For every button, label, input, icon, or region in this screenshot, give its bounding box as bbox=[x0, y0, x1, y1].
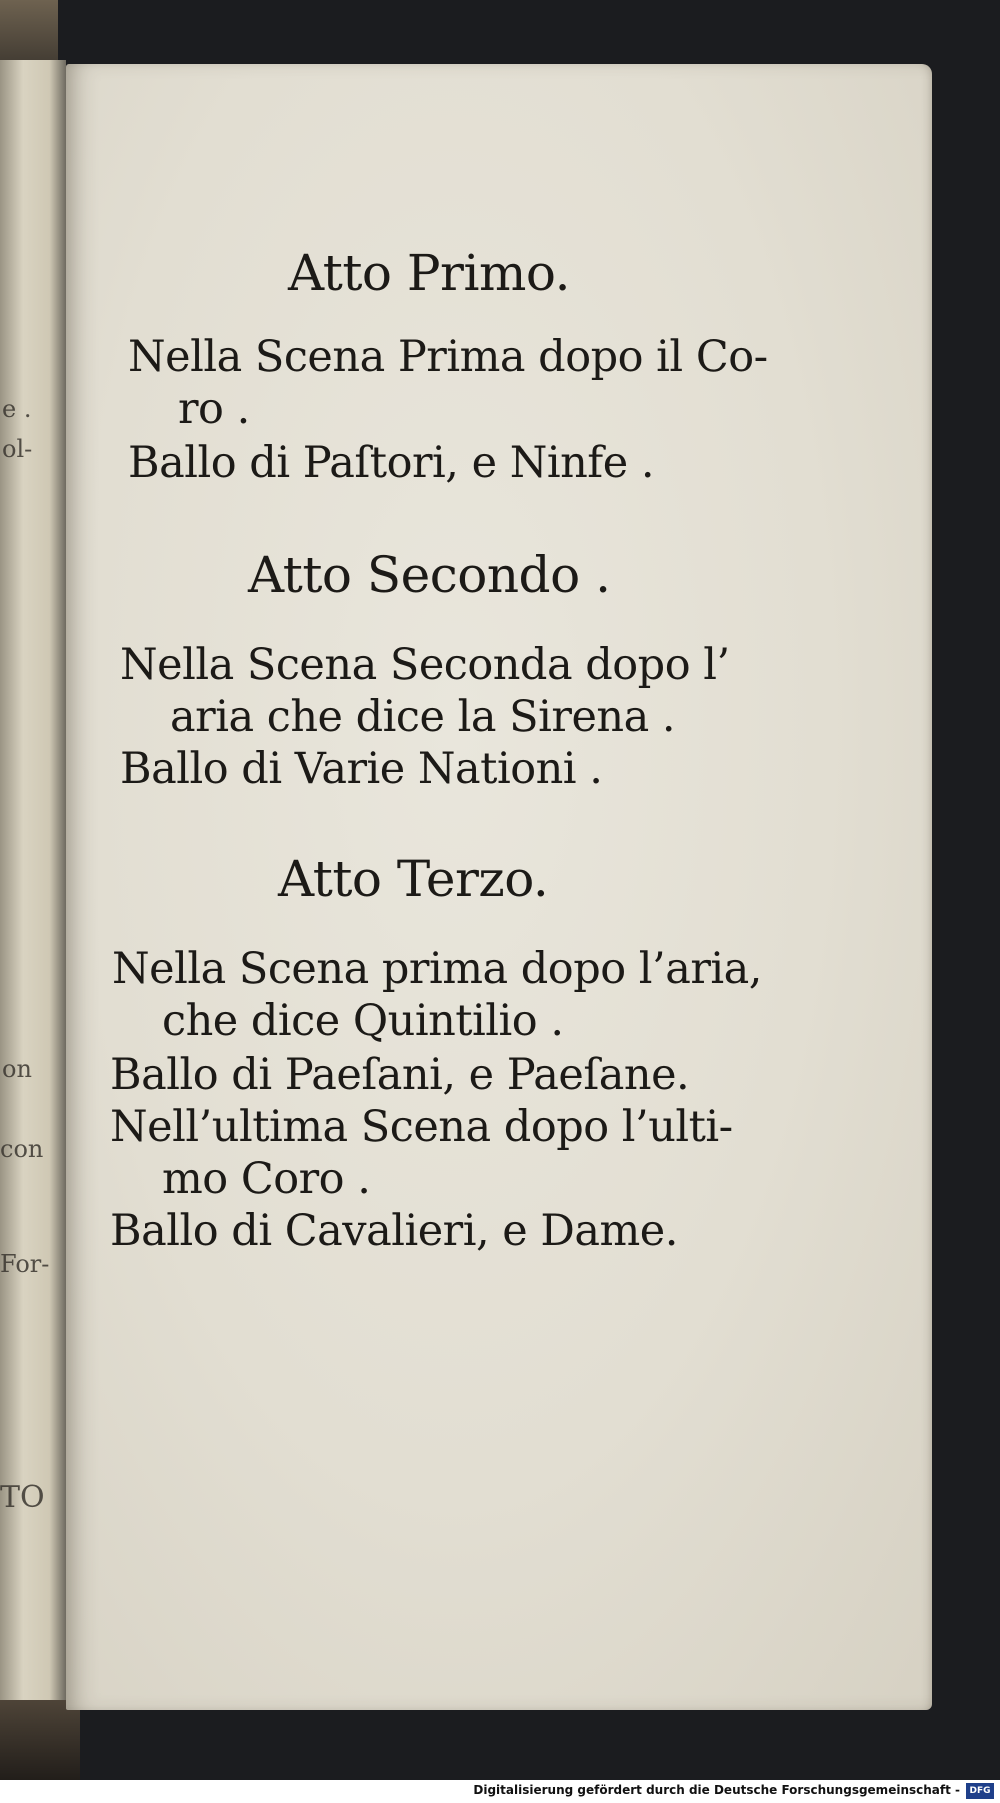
previous-page-fragment: con bbox=[0, 1135, 44, 1163]
text-line: Ballo di Varie Nationi . bbox=[120, 744, 603, 794]
book-page bbox=[66, 64, 932, 1710]
previous-page-edge bbox=[0, 60, 66, 1710]
act-heading: Atto Secondo . bbox=[248, 546, 611, 604]
act-heading: Atto Primo. bbox=[288, 244, 570, 302]
text-line: ro . bbox=[178, 384, 250, 434]
previous-page-fragment: e . bbox=[2, 395, 32, 423]
text-line: Ballo di Cavalieri, e Dame. bbox=[110, 1206, 678, 1256]
text-line: Nell’ultima Scena dopo l’ulti- bbox=[110, 1102, 733, 1152]
dfg-logo-icon: DFG bbox=[966, 1783, 994, 1799]
text-line: Nella Scena Seconda dopo l’ bbox=[120, 640, 730, 690]
digitization-footer bbox=[0, 1780, 1000, 1803]
text-line: mo Coro . bbox=[162, 1154, 371, 1204]
previous-page-fragment: For- bbox=[0, 1250, 50, 1278]
previous-page-fragment: ol- bbox=[2, 435, 33, 463]
digitization-credit: Digitalisierung gefördert durch die Deutsche Forschungsgemeinschaft - bbox=[473, 1783, 960, 1797]
previous-page-fragment: on bbox=[2, 1055, 32, 1083]
text-line: aria che dice la Sirena . bbox=[170, 692, 676, 742]
book-spine-bottom bbox=[0, 1700, 80, 1780]
text-line: Nella Scena Prima dopo il Co- bbox=[128, 332, 768, 382]
text-line: Ballo di Paſtori, e Ninfe . bbox=[128, 438, 654, 488]
text-line: che dice Quintilio . bbox=[162, 996, 564, 1046]
act-heading: Atto Terzo. bbox=[278, 850, 549, 908]
previous-page-fragment: TO bbox=[0, 1480, 45, 1515]
text-line: Nella Scena prima dopo l’aria, bbox=[112, 944, 762, 994]
text-line: Ballo di Paeſani, e Paeſane. bbox=[110, 1050, 690, 1100]
